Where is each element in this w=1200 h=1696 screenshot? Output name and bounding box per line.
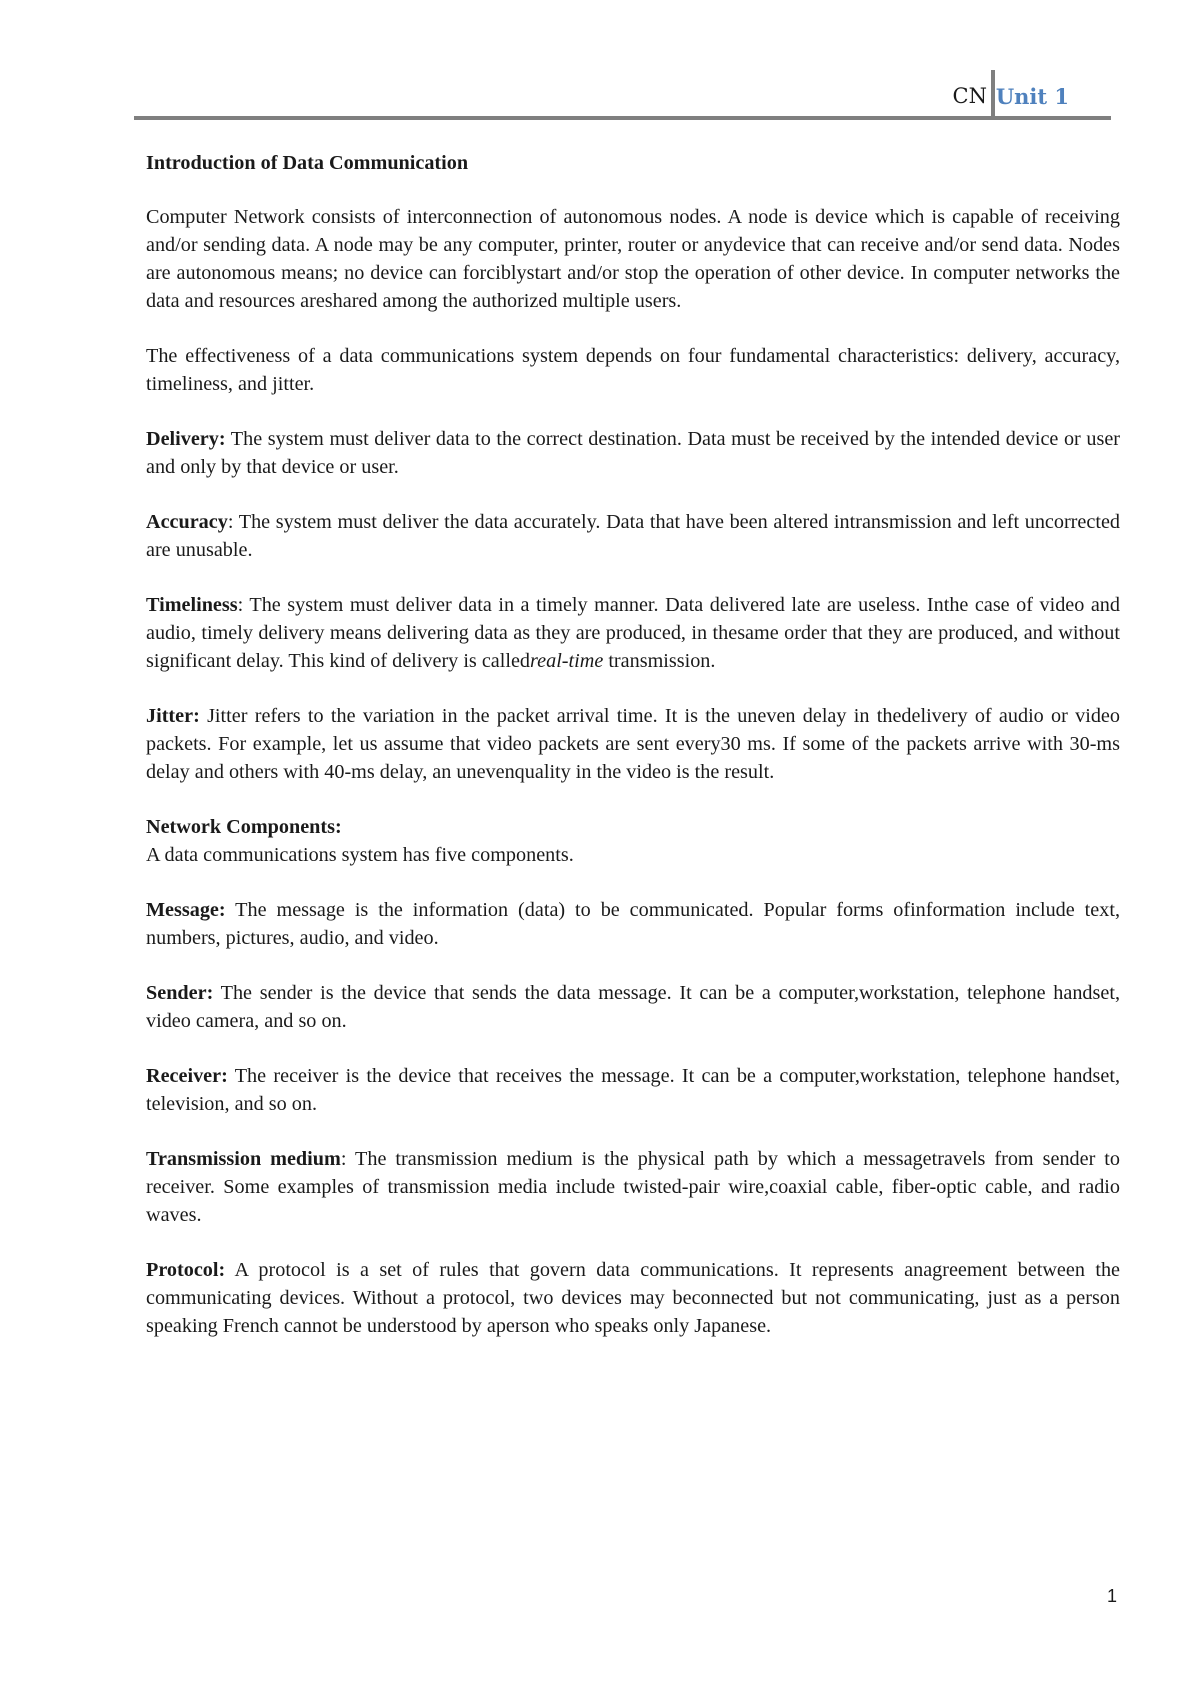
delivery-text: The system must deliver data to the correct destination. Data must be received by the intended device or user and only by that device or user. (146, 428, 1120, 478)
message-paragraph (146, 896, 1120, 952)
message-term: Message: (146, 899, 226, 921)
receiver-paragraph (146, 1062, 1120, 1118)
header-rule (134, 116, 1111, 120)
receiver-term: Receiver: (146, 1065, 228, 1087)
message-text: The message is the information (data) to be communicated. Popular forms ofinformation include text, numbers, pictures, audio, and video. (146, 899, 1120, 949)
transmission-medium-term: Transmission medium (146, 1148, 341, 1170)
timeliness-italic: real-time (530, 650, 604, 672)
transmission-medium-paragraph (146, 1145, 1120, 1229)
timeliness-paragraph (146, 591, 1120, 675)
jitter-paragraph (146, 702, 1120, 786)
effectiveness-paragraph: The effectiveness of a data communications system depends on four fundamental characteristics: delivery, accuracy, timeliness, and jitter. (146, 345, 1120, 395)
timeliness-term: Timeliness (146, 594, 238, 616)
document-body (146, 149, 1120, 1367)
jitter-text: Jitter refers to the variation in the packet arrival time. It is the uneven delay in thedelivery of audio or video packets. For example, let us assume that video packets are sent every30 ms. If some of the packets arrive with 30-ms delay and others with 40-ms delay, an unevenquality in the video is the result. (146, 705, 1120, 783)
receiver-text: The receiver is the device that receives the message. It can be a computer,workstation, telephone handset, television, and so on. (146, 1065, 1120, 1115)
header-separator (991, 70, 995, 120)
transmission-medium-text: : The transmission medium is the physical path by which a messagetravels from sender to receiver. Some examples of transmission media include twisted-pair wire,coaxial cable, fiber-optic cable, and radio waves. (146, 1148, 1121, 1226)
protocol-term: Protocol: (146, 1259, 226, 1281)
header-course: CN (952, 84, 987, 108)
network-components-text: A data communications system has five components. (146, 844, 574, 866)
timeliness-text: : The system must deliver data in a timely manner. Data delivered late are useless. Inthe case of video and audio, timely delivery means delivering data as they are produced, in thesame order that they are produced, and without significant delay. This kind of delivery is called (146, 594, 1120, 672)
delivery-term: Delivery: (146, 428, 226, 450)
network-components-heading: Network Components: (146, 816, 342, 838)
page-number: 1 (1107, 1586, 1118, 1606)
protocol-paragraph (146, 1256, 1120, 1340)
timeliness-tail: transmission. (603, 650, 716, 672)
sender-paragraph (146, 979, 1120, 1035)
accuracy-paragraph (146, 508, 1120, 564)
document-title: Introduction of Data Communication (146, 152, 469, 174)
protocol-text: A protocol is a set of rules that govern data communications. It represents anagreement between the communicating devices. Without a protocol, two devices may beconnected but not communicating, just as a person speaking French cannot be understood by aperson who speaks only Japanese. (146, 1259, 1120, 1337)
delivery-paragraph (146, 425, 1120, 481)
accuracy-term: Accuracy (146, 511, 228, 533)
header-unit: Unit 1 (995, 84, 1069, 109)
intro-paragraph: Computer Network consists of interconnection of autonomous nodes. A node is device which is capable of receiving and/or sending data. A node may be any computer, printer, router or anydevice that can receive and/or send data. Nodes are autonomous means; no device can forciblystart and/or stop the operation of other device. In computer networks the data and resources areshared among the authorized multiple users. (146, 206, 1120, 312)
sender-term: Sender: (146, 982, 214, 1004)
accuracy-text: : The system must deliver the data accurately. Data that have been altered intransmission and left uncorrected are unusable. (146, 511, 1120, 561)
sender-text: The sender is the device that sends the data message. It can be a computer,workstation, telephone handset, video camera, and so on. (146, 982, 1120, 1032)
jitter-term: Jitter: (146, 705, 200, 727)
page-header (134, 70, 1111, 120)
network-components-paragraph (146, 813, 1120, 869)
